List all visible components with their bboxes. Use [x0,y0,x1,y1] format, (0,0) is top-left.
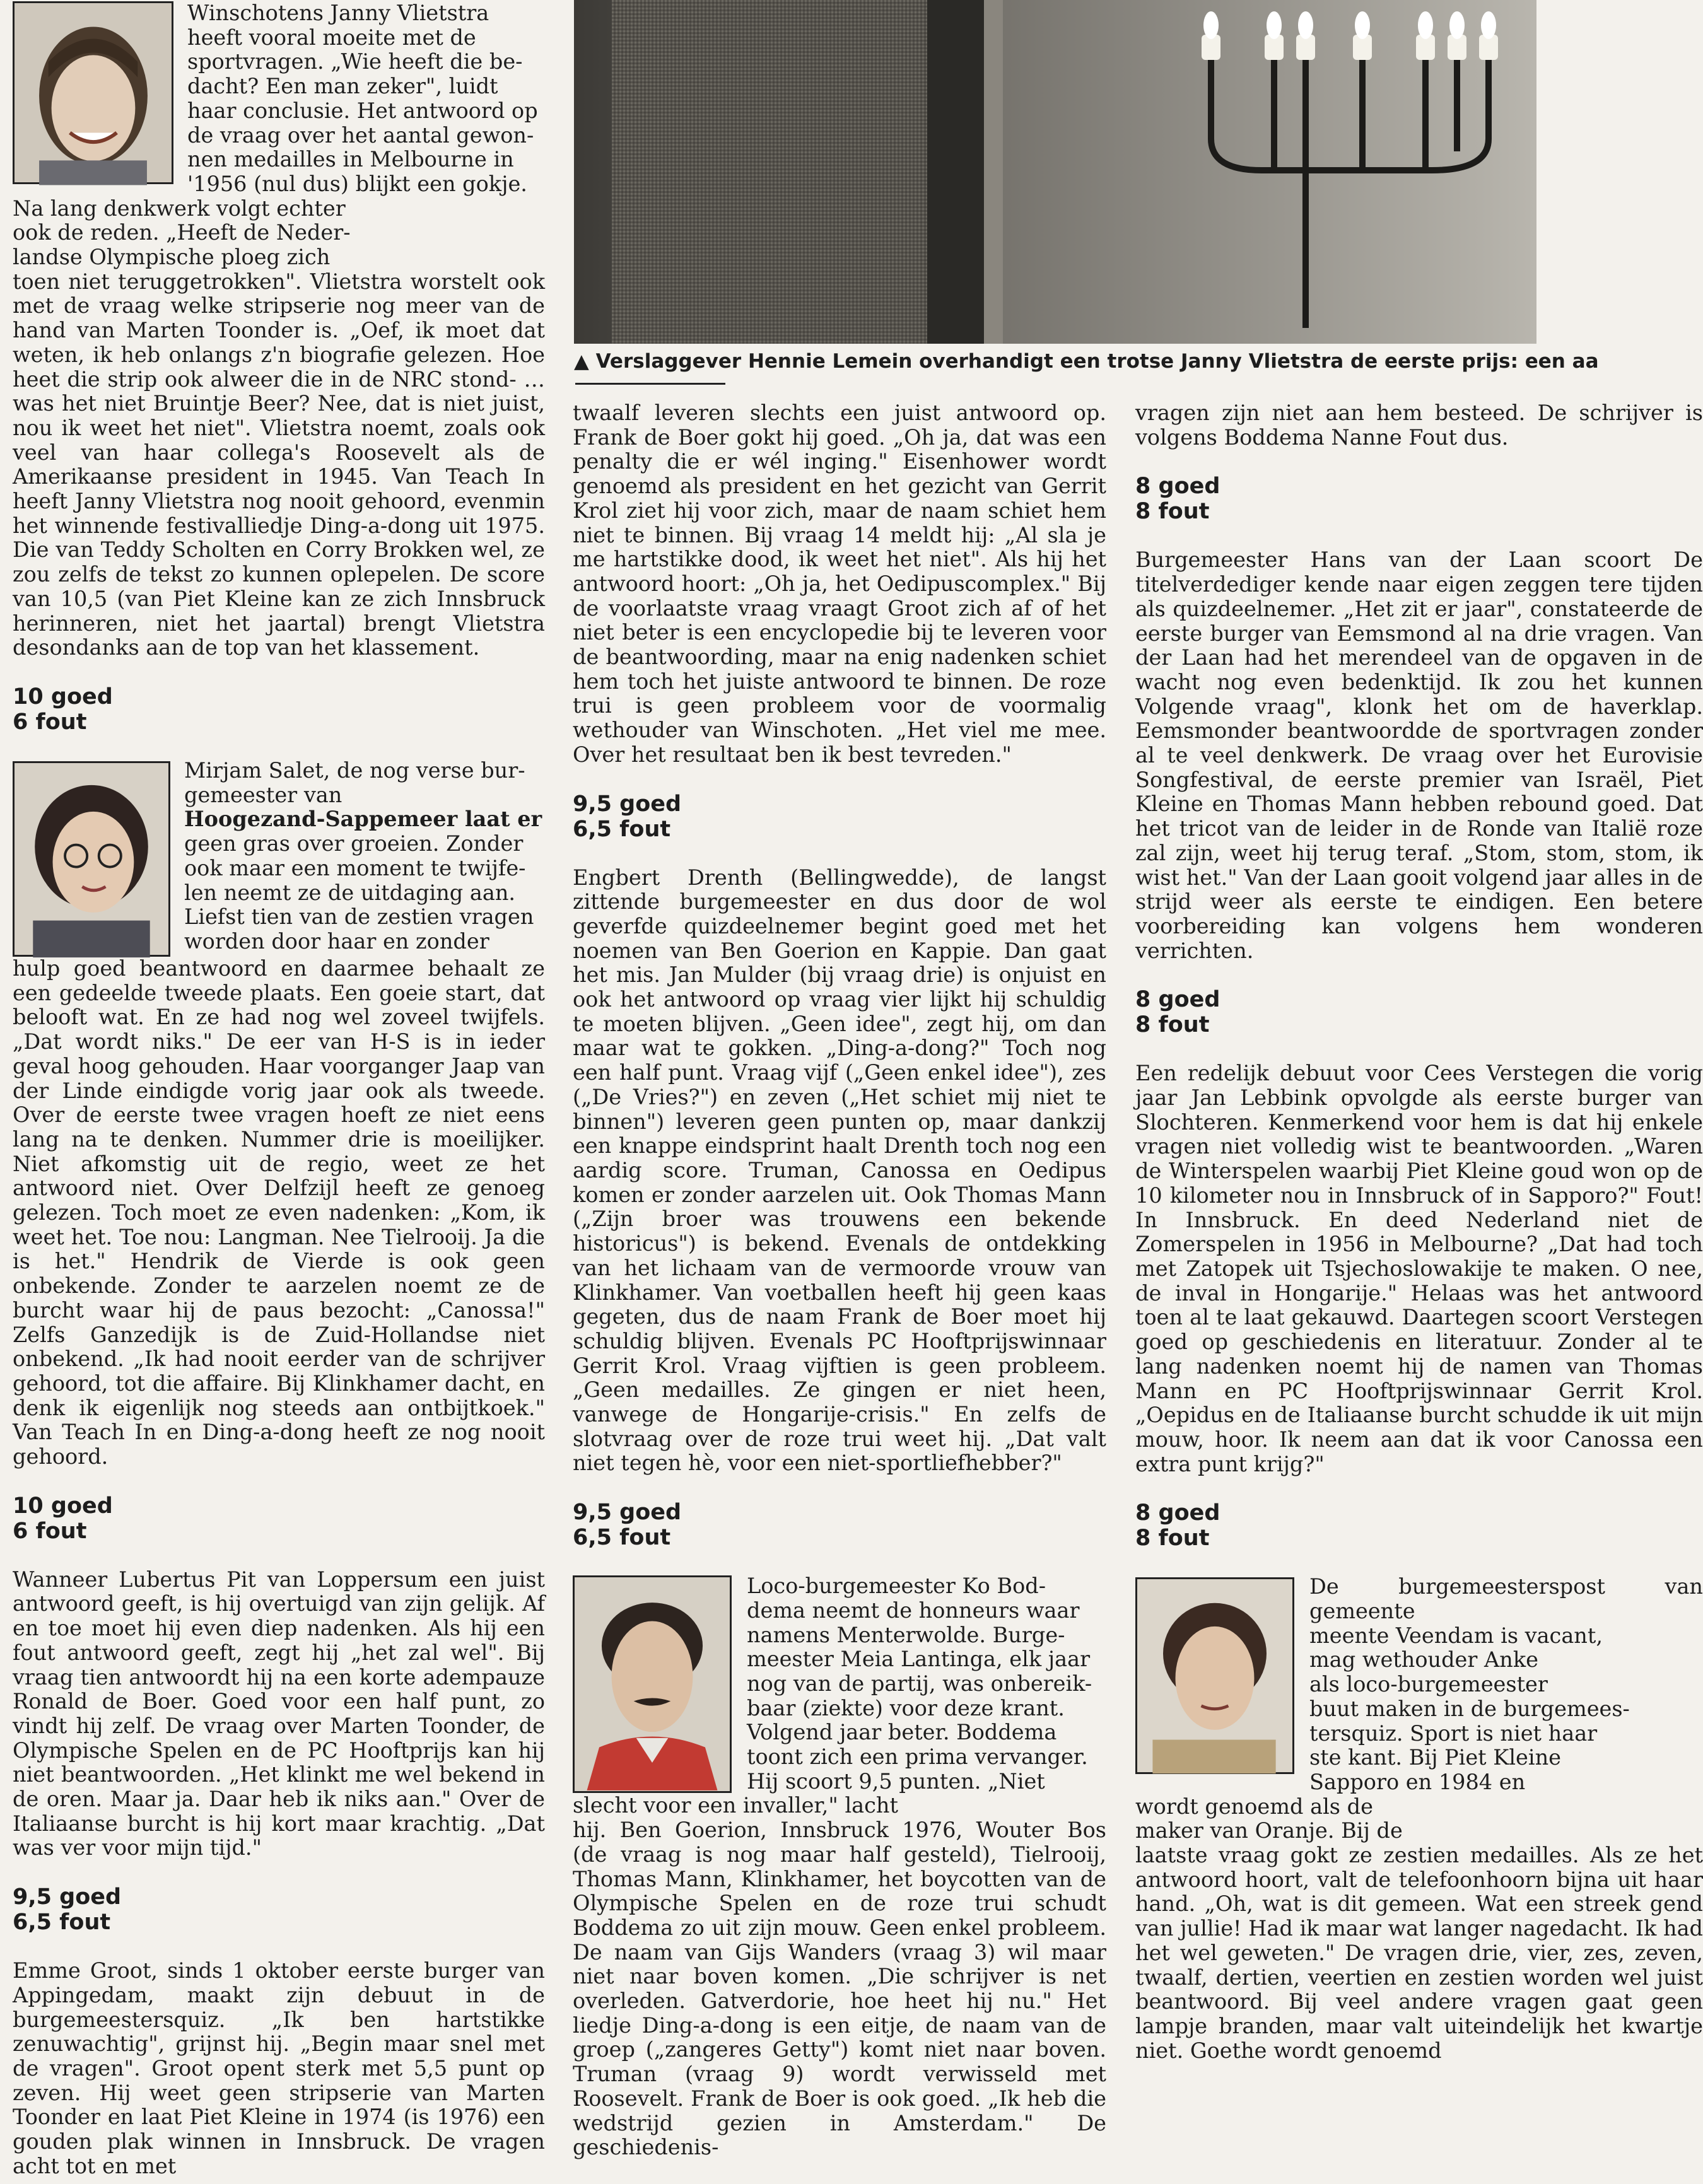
score-fout: 6 fout [13,709,87,735]
score-fout: 8 fout [1135,499,1210,525]
news-photo [574,0,1536,344]
score-goed: 10 goed [13,684,113,710]
score-fout: 6 fout [13,1518,87,1544]
portrait-veendam-wethouder [1135,1577,1294,1774]
column-2 [573,401,1106,2160]
article-van-der-laan: Burgemeester Hans van der Laan scoort De titelverdediger kende naar eigen zeggen tere tijden als quizdeelnemer. „Het zit er jaar", constateerde de eerste burger van Eemsmond al na drie vragen. Van der Laan had het merendeel van de opgaven in de wacht nog even bedenktijd. Ik zou het kunnen Volgende vraag", klonk het om de haverklap. Eemsmonder beantwoordde de sportvragen zonder al te veel denkwerk. De vraag over het Eurovisie Songfestival, de eerste premier van Israël, Piet Kleine en Thomas Mann hebben rebound goed. Dat het tricot van de leider in de Ronde van Italië roze zal zijn, weet hij terug teraf. „Stom, stom, stom, ik wist het." Van der Laan gooit volgend jaar alles in de strijd weer als eerste te eindigen. Een betere voorbereiding kan volgens hem wonderen verrichten. [1135,547,1703,963]
score-goed: 8 goed [1135,1500,1220,1526]
portrait-woman-smiling-icon [15,3,172,182]
article-veendam-body: laatste vraag gokt ze zestien medailles. Als ze het antwoord hoort, valt de telefoonhoorn bijna uit haar hand. „Oh, wat is dit gemeen. Wat een streek gend van jullie! Had ik maar wat langer nagedacht. Ik had het wel geweten." De vragen drie, vier, zes, zeven, twaalf, dertien, veertien en zestien worden wel juist beantwoord. Bij veel andere vragen gaat geen lampje branden, maar valt uiteindelijk het kwartje niet. Goethe wordt genoemd [1135,1843,1703,2063]
article-groot-cont: twaalf leveren slechts een juist antwoord op. Frank de Boer gokt hij goed. „Oh ja, dat was een penalty die er wél inging." Eisenhower wordt genoemd als president en het gezicht van Gerrit Krol ziet hij voor zich, maar de naam schiet hem niet te binnen. Bij vraag 14 meldt hij: „Al sla je me hartstikke dood, ik weet het niet". Als hij het antwoord hoort: „Oh ja, het Oedipuscomplex." Bij de voorlaatste vraag vraagt Groot zich af of het niet beter is een encyclopedie bij te leveren voor de beantwoording, maar na enig nadenken schiet hem toch het juiste antwoord te binnen. De roze trui is geen probleem voor de voormalig wethouder van Winschoten. „Het viel me mee. Over het resultaat ben ik best tevreden." [573,400,1106,767]
article-boddema-body: hij. Ben Goerion, Innsbruck 1976, Wouter Bos (de vraag is nog maar half gesteld), Tielrooij, Thomas Mann, Klinkhamer, het boycotten van de Olympische Spelen en de roze trui schudt Boddema zo uit zijn mouw. Geen enkel probleem. De naam van Gijs Wanders (vraag 3) wil maar niet naar boven komen. „Die schrijver is net overleden. Gatverdorie, hoe heet hij nu." Het liedje Ding-a-dong is een eitje, de naam van de groep („zangeres Getty") komt niet naar boven. Truman (vraag 9) wordt verwisseld met Roosevelt. Frank de Boer is ook goed. „Ik heb die wedstrijd gezien in Amsterdam." De geschiedenis- [573,1818,1106,2160]
article-veendam-intro: De burgemeesterspost van gemeente meente Veendam is vacant, mag wethouder Anke als loco-burgemeester buut maken in de burgemees- tersquiz. Sport is niet haar ste kant. Bij Piet Kleine Sapporo en 1984 en wordt genoemd als de maker van Oranje. Bij de [1135,1574,1703,1843]
portrait-man-moustache-icon [575,1577,730,1791]
score-goed: 9,5 goed [13,1884,122,1910]
score-fout: 8 fout [1135,1526,1210,1551]
caption-divider [575,383,725,385]
article-salet-body: hulp goed beantwoord en daarmee behaalt ze een gedeelde tweede plaats. Een goeie start, dat belooft wat. En ze had nog wel zoveel twijfels. „Dat wordt niks." De eer van H-S is in ieder geval hoog gehouden. Haar voorganger Jaap van der Linde eindigde vorig jaar ook als tweede. Over de eerste twee vragen hoeft ze niet eens lang na te denken. Nummer drie is moeilijker. Niet afkomstig uit de regio, weet ze het antwoord niet. Over Delfzijl heeft ze genoeg gelezen. Toch moet ze even nadenken: „Kom, ik weet het. Toe nou: Langman. Nee Tielrooij. Ja die is het." Hendrik de Vierde is ook geen onbekende. Zonder te aarzelen noemt ze de burcht waar hij de paus bezocht: „Canossa!" Zelfs Ganzedijk is de Zuid-Hollandse niet onbekend. „Ik had nooit eerder van de schrijver gehoord, tot die affaire. Bij Klinkhamer dacht, en denk ik eigenlijk nog steeds aan ontbijtkoek." Van Teach In en Ding-a-dong heeft ze nog nooit gehoord. [13,955,545,1469]
column-1 [13,0,545,2179]
article-groot: Emme Groot, sinds 1 oktober eerste burger van Appingedam, maakt zijn debuut in de burgemeestersquiz. „Ik ben hartstikke zenuwachtig", grijnst hij. „Begin maar snel met de vragen". Groot opent sterk met 5,5 punt op zeven. Hij weet geen stripserie van Marten Toonder en laat Piet Kleine in 1974 (is 1976) een gouden plak winnen in Innsbruck. De vragen acht tot en met [13,1958,545,2178]
score-goed: 8 goed [1135,474,1220,499]
article-verstegen: Een redelijk debuut voor Cees Verstegen die vorig jaar Jan Lebbink opvolgde als eerste burger van Slochteren. Kenmerkend voor hem is dat hij enkele vragen niet volledig wist te beantwoorden. „Waren de Winterspelen waarbij Piet Kleine goud won op de 10 kilometer nou in Innsbruck of in Sapporo?" Fout! In Innsbruck. En deed Nederland niet de Zomerspelen in 1956 in Melbourne? „Dat had toch met Zatopek uit Tsjechoslowakije te maken. O nee, de inval in Hongarije." Helaas was het antwoord toen al te laat gekauwd. Daartegen scoort Verstegen goed op geschiedenis en literatuur. Zonder al te lang nadenken noemt hij de namen van Thomas Mann en PC Hooftprijswinnaar Gerrit Krol. „Oepidus en de Italiaanse burcht schudde ik uit mijn mouw, hoor. Ik neem aan dat ik voor Canossa een extra punt krijg?" [1135,1061,1703,1476]
article-drenth: Engbert Drenth (Bellingwedde), de langst zittende burgemeester en dus door de wol geverfde quizdeelnemer begint goed met het noemen van Ben Goerion en Kappie. Dan gaat het mis. Jan Mulder (bij vraag drie) is onjuist en ook het antwoord op vraag vier lijkt hij schuldig te moeten blijven. „Geen idee", zegt hij, om dan maar wat te gokken. „Ding-a-dong?" Toch nog een half punt. Vraag vijf („Geen enkel idee"), zes („De Vries?") en zeven („Het schiet mij niet te binnen") leveren geen punten op, maar dankzij een knappe eindsprint haalt Drenth toch nog een aardig score. Truman, Canossa en Oedipus komen er zonder aarzelen uit. Ook Thomas Mann („Zijn broer was trouwens een bekende historicus") is bekend. Evenals de ontdekking van het lichaam van de vermoorde vrouw van Klinkhamer. Van voetballen heeft hij geen kaas gegeten, dus de naam Frank de Boer moet hij schuldig blijven. Evenals PC Hooftprijswinnaar Gerrit Krol. Vraag vijftien is geen probleem. „Geen medailles. Ze gingen er niet heen, vanwege de Hongarije-crisis." En zelfs de slotvraag over de roze trui weet hij. „Dat valt niet tegen hè, voor een niet-sportliefhebber?" [573,865,1106,1476]
score-fout: 6,5 fout [573,816,671,842]
article-vlietstra-body: toen niet teruggetrokken". Vlietstra worstelt ook met de vraag welke stripserie nog meer van de hand van Marten Toonder is. „Oef, ik moet dat weten, ik heb onlangs z'n biografie gelezen. Hoe heet die strip ook alweer die in de NRC stond- …was het niet Bruintje Beer? Nee, dat is niet juist, nou ik weet het niet". Vlietstra noemt, zoals ook veel van haar collega's Roosevelt als de Amerikaanse president in 1945. Van Teach In heeft Janny Vlietstra nog nooit gehoord, evenmin het winnende festivalliedje Ding-a-dong uit 1975. Die van Teddy Scholten en Corry Brokken wel, ze zou zelfs de tekst zo kunnen oplepelen. De score van 10,5 (van Piet Kleine kan ze zich Innsbruck herinneren, niet het jaartal) brengt Vlietstra desondanks aan de top van het klassement. [13,269,545,660]
score-fout: 6,5 fout [13,1910,111,1936]
article-salet-intro: Mirjam Salet, de nog verse bur- gemeester van Hoogezand-Sappemeer laat er geen gras over groeien. Zonder ook maar een moment te twijfe- len neemt ze de uitdaging aan. Liefst tien van de zestien vragen worden door haar en zonder [184,757,542,954]
article-pit: Wanneer Lubertus Pit van Loppersum een juist antwoord geeft, is hij overtuigd van zijn gelijk. Af en toe moet hij even diep nadenken. Als hij een fout antwoord geeft, zegt hij „het zal wel". Bij vraag tien antwoordt hij na een korte adempauze Ronald de Boer. Goed voor een half punt, zo vindt hij zelf. De vraag over Marten Toonder, de Olympische Spelen en de PC Hooftprijs kan hij niet beantwoorden. „Het klinkt me wel bekend in de oren. Maar ja. Daar heb ik niks aan." Over de Italiaanse burcht is hij kort maar krachtig. „Dat was ver voor mijn tijd." [13,1567,545,1860]
portrait-ko-boddema [573,1575,732,1793]
score-fout: 8 fout [1135,1012,1210,1038]
score-goed: 9,5 goed [573,1500,682,1526]
portrait-janny-vlietstra [13,1,173,184]
article-vlietstra-intro: Winschotens Janny Vlietstra heeft vooral moeite met de sportvragen. „Wie heeft die be- dacht? Een man zeker", luidt haar conclusie. Het antwoord op de vraag over het aantal gewon- nen medailles in Melbourne in '1956 (nul dus) blijkt een gokje. Na lang denkwerk volgt echter ook de reden. „Heeft de Neder- landse Olympische ploeg zich [13,1,538,270]
article-boddema-intro: Loco-burgemeester Ko Bod- dema neemt de honneurs waar namens Menterwolde. Burge- meester Meia Lantinga, elk jaar nog van de partij, was onbereik- baar (ziekte) voor deze krant. Volgend jaar beter. Boddema toont zich een prima vervanger. Hij scoort 9,5 punten. „Niet slecht voor een invaller," lacht [573,1574,1092,1818]
score-fout: 6,5 fout [573,1525,671,1551]
score-goed: 9,5 goed [573,791,682,817]
column-3 [1135,400,1703,2184]
portrait-woman-glasses-icon [15,763,168,955]
portrait-woman-short-hair-icon [1137,1579,1292,1772]
article-boddema-cont: vragen zijn niet aan hem besteed. De schrijver is volgens Boddema Nanne Fout dus. [1135,400,1703,450]
photo-caption: ▲ Verslaggever Hennie Lemein overhandigt een trotse Janny Vlietstra de eerste prijs: een aa [574,350,1599,373]
score-goed: 10 goed [13,1493,113,1519]
score-goed: 8 goed [1135,987,1220,1013]
portrait-mirjam-salet [13,761,170,957]
